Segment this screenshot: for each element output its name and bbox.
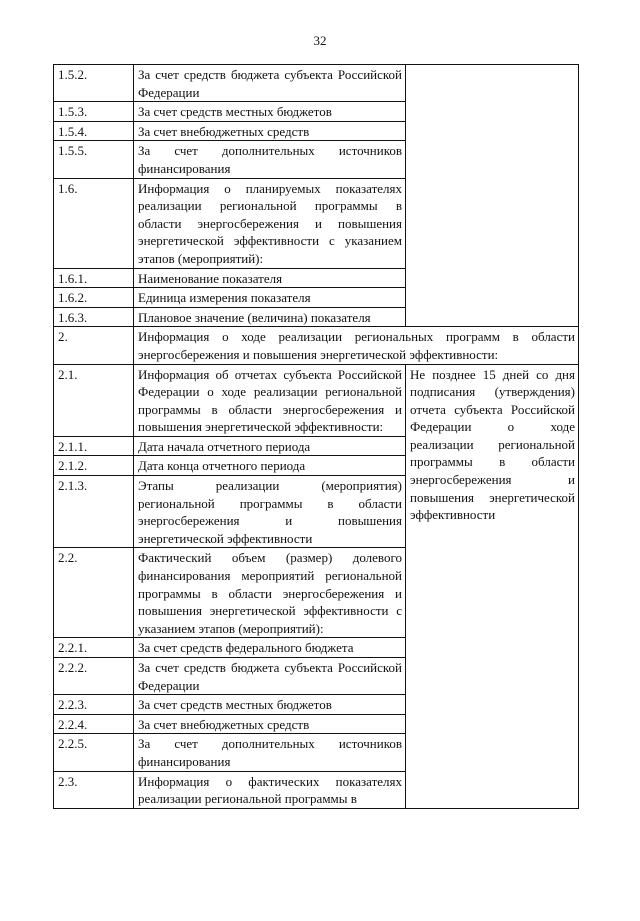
row-number: 1.5.5. (54, 141, 134, 178)
deadline-cell-empty (406, 65, 579, 327)
row-number: 2.1. (54, 364, 134, 436)
row-text: За счет средств бюджета субъекта Российской Федерации (134, 65, 406, 102)
row-text: Дата конца отчетного периода (134, 456, 406, 476)
row-number: 2.2.5. (54, 734, 134, 771)
row-text: За счет средств местных бюджетов (134, 102, 406, 122)
row-text: За счет внебюджетных средств (134, 714, 406, 734)
row-number: 1.5.2. (54, 65, 134, 102)
row-number: 2.2.2. (54, 658, 134, 695)
row-text: За счет дополнительных источников финансирования (134, 734, 406, 771)
row-number: 1.5.3. (54, 102, 134, 122)
table-row-section-header (54, 327, 579, 364)
row-number: 1.5.4. (54, 121, 134, 141)
row-number: 1.6. (54, 178, 134, 268)
row-text: Фактический объем (размер) долевого финансирования мероприятий региональной программы в области энергосбережения и повышения энергетической эффективности с указанием этапов (мероприятий): (134, 548, 406, 638)
row-text: За счет средств федерального бюджета (134, 638, 406, 658)
row-text: Плановое значение (величина) показателя (134, 307, 406, 327)
row-number: 2.1.1. (54, 436, 134, 456)
section-header-text: Информация о ходе реализации региональных программ в области энергосбережения и повышения энергетической эффективности: (134, 327, 579, 364)
table-row (54, 364, 579, 436)
row-number: 1.6.3. (54, 307, 134, 327)
row-number: 2.1.2. (54, 456, 134, 476)
row-number: 1.6.2. (54, 288, 134, 308)
row-text: Дата начала отчетного периода (134, 436, 406, 456)
deadline-note: Не позднее 15 дней со дня подписания (утверждения) отчета субъекта Российской Федерации о ходе реализации региональной программы в области энергосбережения и повышения энергетической эффективности (406, 364, 579, 808)
table-row (54, 65, 579, 102)
row-number: 2.3. (54, 771, 134, 808)
row-text: Единица измерения показателя (134, 288, 406, 308)
row-number: 2.2.4. (54, 714, 134, 734)
page-number: 32 (313, 33, 327, 48)
row-text: За счет средств местных бюджетов (134, 695, 406, 715)
row-number: 2. (54, 327, 134, 364)
row-text: Информация о фактических показателях реализации региональной программы в (134, 771, 406, 808)
row-number: 2.2.3. (54, 695, 134, 715)
row-text: Наименование показателя (134, 268, 406, 288)
row-text: За счет средств бюджета субъекта Российской Федерации (134, 658, 406, 695)
row-number: 2.2. (54, 548, 134, 638)
row-text: Этапы реализации (мероприятия) региональной программы в области энергосбережения и повышения энергетической эффективности (134, 476, 406, 548)
row-text: За счет внебюджетных средств (134, 121, 406, 141)
row-text: За счет дополнительных источников финансирования (134, 141, 406, 178)
requirements-table (53, 64, 579, 809)
row-number: 2.2.1. (54, 638, 134, 658)
row-text: Информация об отчетах субъекта Российской Федерации о ходе реализации региональной программы в области энергосбережения и повышения энергетической эффективности: (134, 364, 406, 436)
row-text: Информация о планируемых показателях реализации региональной программы в области энергосбережения и повышения энергетической эффективности с указанием этапов (мероприятий): (134, 178, 406, 268)
row-number: 2.1.3. (54, 476, 134, 548)
row-number: 1.6.1. (54, 268, 134, 288)
